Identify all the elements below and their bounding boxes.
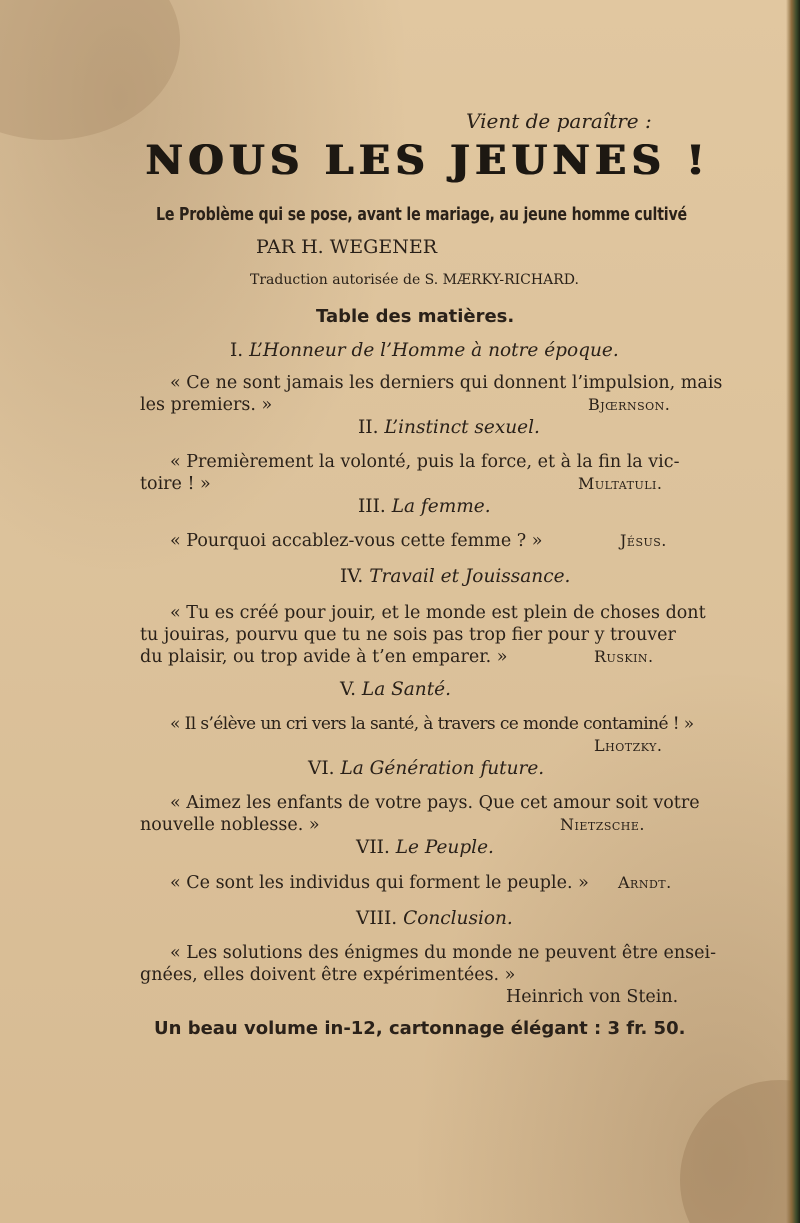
chapter-quote: « Pourquoi accablez-vous cette femme ? » xyxy=(170,531,543,551)
price-offer: Un beau volume in-12, cartonnage élégant : 3 fr. 50. xyxy=(154,1018,686,1039)
chapter-title: IV. Travail et Jouissance. xyxy=(340,566,571,587)
announcement: Vient de paraître : xyxy=(466,109,652,133)
chapter-quote: nouvelle noblesse. » xyxy=(140,815,320,835)
chapter-attribution: Ruskin. xyxy=(594,647,654,666)
chapter-title: V. La Santé. xyxy=(340,679,451,700)
toc-heading: Table des matières. xyxy=(316,306,515,327)
chapter-attribution: Heinrich von Stein. xyxy=(506,987,679,1007)
chapter-quote: « Aimez les enfants de votre pays. Que cet amour soit votre xyxy=(170,793,700,813)
chapter-attribution: Nietzsche. xyxy=(560,815,646,834)
chapter-quote: du plaisir, ou trop avide à t’en emparer. » xyxy=(140,647,508,667)
chapter-title: III. La femme. xyxy=(358,496,491,517)
page-edge xyxy=(786,0,800,1223)
chapter-title: I. L’Honneur de l’Homme à notre époque. xyxy=(230,340,619,361)
chapter-quote: « Ce sont les individus qui forment le peuple. » xyxy=(170,873,589,893)
chapter-attribution: Multatuli. xyxy=(578,474,663,493)
chapter-quote: toire ! » xyxy=(140,474,211,494)
chapter-quote: gnées, elles doivent être expérimentées. » xyxy=(140,965,516,985)
chapter-attribution: Lhotzky. xyxy=(594,736,663,755)
chapter-quote: tu jouiras, pourvu que tu ne sois pas trop fier pour y trouver xyxy=(140,625,676,645)
chapter-attribution: Bjœrnson. xyxy=(588,395,671,414)
chapter-quote: « Il s’élève un cri vers la santé, à travers ce monde contaminé ! » xyxy=(170,714,694,734)
chapter-attribution: Jésus. xyxy=(620,531,667,550)
chapter-quote: « Ce ne sont jamais les derniers qui donnent l’impulsion, mais xyxy=(170,373,723,393)
paper-stain xyxy=(0,0,180,140)
chapter-attribution: Arndt. xyxy=(618,873,672,892)
chapter-title: VII. Le Peuple. xyxy=(356,837,494,858)
paper-stain xyxy=(680,1080,800,1223)
chapter-quote: « Premièrement la volonté, puis la force, et à la fin la vic- xyxy=(170,452,680,472)
translation-credit: Traduction autorisée de S. MÆRKY-RICHARD. xyxy=(250,272,579,288)
chapter-title: II. L’instinct sexuel. xyxy=(358,417,540,438)
chapter-quote: « Tu es créé pour jouir, et le monde est plein de choses dont xyxy=(170,603,706,623)
chapter-quote: les premiers. » xyxy=(140,395,273,415)
chapter-title: VIII. Conclusion. xyxy=(356,908,513,929)
book-subtitle: Le Problème qui se pose, avant le mariage, au jeune homme cultivé xyxy=(156,205,687,225)
chapter-quote: « Les solutions des énigmes du monde ne peuvent être ensei- xyxy=(170,943,717,963)
book-title: NOUS LES JEUNES ! xyxy=(146,137,711,184)
chapter-title: VI. La Génération future. xyxy=(308,758,545,779)
book-author: PAR H. WEGENER xyxy=(256,236,438,258)
